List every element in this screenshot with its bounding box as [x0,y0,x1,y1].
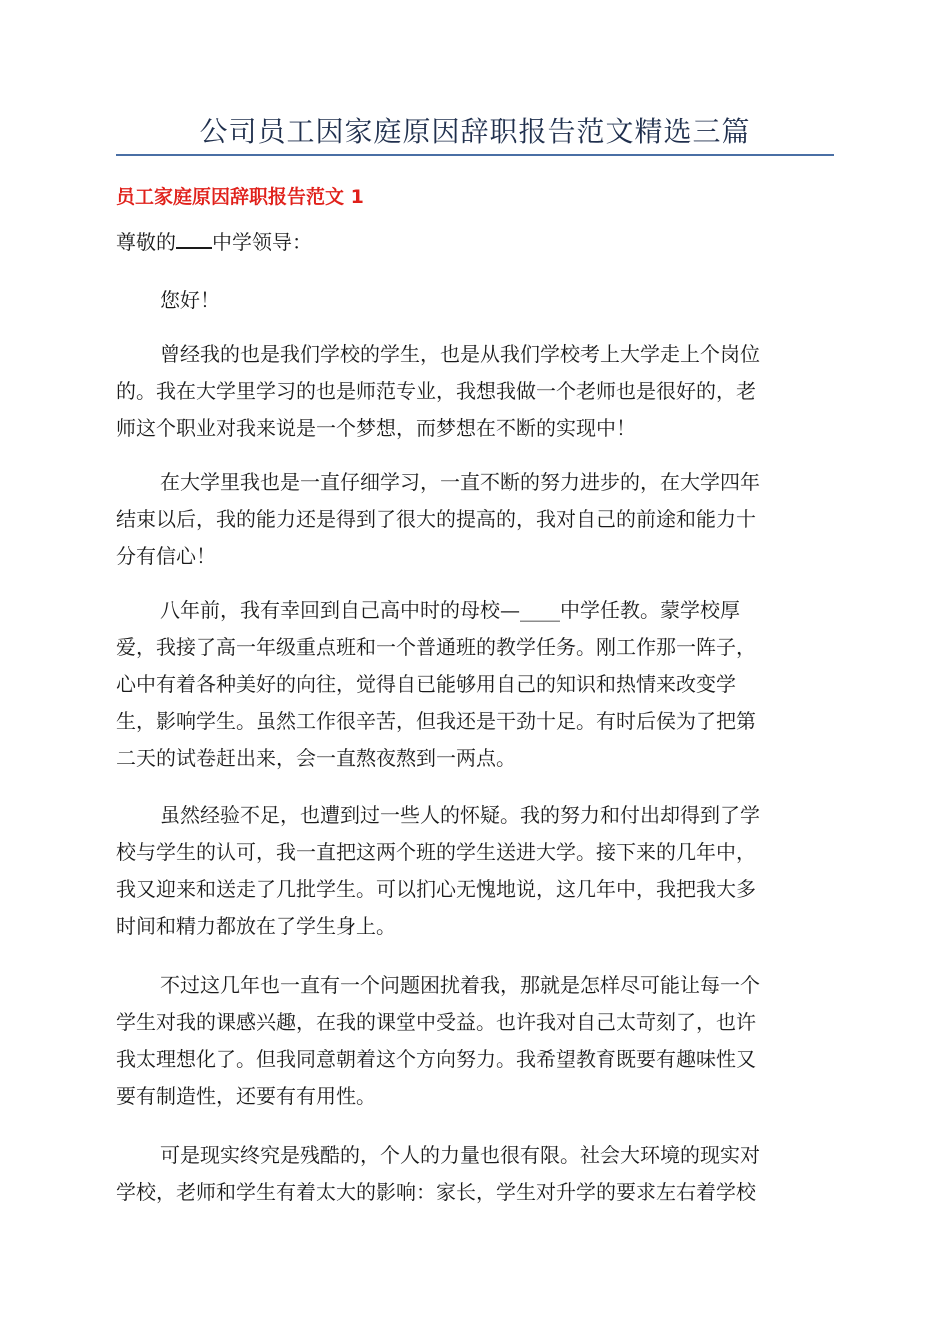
paragraph-line: 心中有着各种美好的向往，觉得自已能够用自己的知识和热情来改变学 [116,672,736,696]
paragraph-line: 二天的试卷赶出来，会一直熬夜熬到一两点。 [116,746,516,770]
paragraph-line: 八年前，我有幸回到自己高中时的母校—____中学任教。蒙学校厚 [160,598,740,622]
paragraph-line: 生，影响学生。虽然工作很辛苦，但我还是干劲十足。有时后侯为了把第 [116,709,756,733]
salutation-prefix: 尊敬的 [116,230,176,254]
title-underline [116,154,834,156]
paragraph-line: 的。我在大学里学习的也是师范专业，我想我做一个老师也是很好的，老 [116,379,756,403]
salutation-suffix: 中学领导： [212,230,312,254]
paragraph-line: 在大学里我也是一直仔细学习，一直不断的努力进步的，在大学四年 [160,470,760,494]
paragraph-line: 校与学生的认可，我一直把这两个班的学生送进大学。接下来的几年中， [116,840,756,864]
paragraph-line: 学生对我的课感兴趣，在我的课堂中受益。也许我对自己太苛刻了，也许 [116,1010,756,1034]
section-heading: 员工家庭原因辞职报告范文 1 [116,186,364,208]
paragraph-line: 可是现实终究是残酷的，个人的力量也很有限。社会大环境的现实对 [160,1143,760,1167]
paragraph-line: 时间和精力都放在了学生身上。 [116,914,396,938]
salutation-blank [176,227,212,249]
paragraph-line: 要有制造性，还要有有用性。 [116,1084,376,1108]
paragraph-line: 爱，我接了高一年级重点班和一个普通班的教学任务。刚工作那一阵子， [116,635,756,659]
paragraph-4 [116,797,834,945]
salutation [116,226,312,258]
paragraph-line: 学校，老师和学生有着太大的影响：家长，学生对升学的要求左右着学校 [116,1180,756,1204]
paragraph-line: 结束以后，我的能力还是得到了很大的提高的，我对自己的前途和能力十 [116,507,756,531]
paragraph-line: 我又迎来和送走了几批学生。可以扪心无愧地说，这几年中，我把我大多 [116,877,756,901]
paragraph-line: 我太理想化了。但我同意朝着这个方向努力。我希望教育既要有趣味性又 [116,1047,756,1071]
document-title: 公司员工因家庭原因辞职报告范文精选三篇 [199,115,751,148]
paragraph-1 [116,336,834,447]
greeting: 您好！ [160,288,220,312]
paragraph-3 [116,592,834,777]
paragraph-line: 分有信心！ [116,544,216,568]
paragraph-line: 虽然经验不足，也遭到过一些人的怀疑。我的努力和付出却得到了学 [160,803,760,827]
paragraph-5 [116,967,834,1115]
paragraph-2 [116,464,834,575]
paragraph-6 [116,1137,834,1211]
paragraph-line: 师这个职业对我来说是一个梦想，而梦想在不断的实现中！ [116,416,636,440]
paragraph-line: 曾经我的也是我们学校的学生，也是从我们学校考上大学走上个岗位 [160,342,760,366]
paragraph-line: 不过这几年也一直有一个问题困扰着我，那就是怎样尽可能让每一个 [160,973,760,997]
